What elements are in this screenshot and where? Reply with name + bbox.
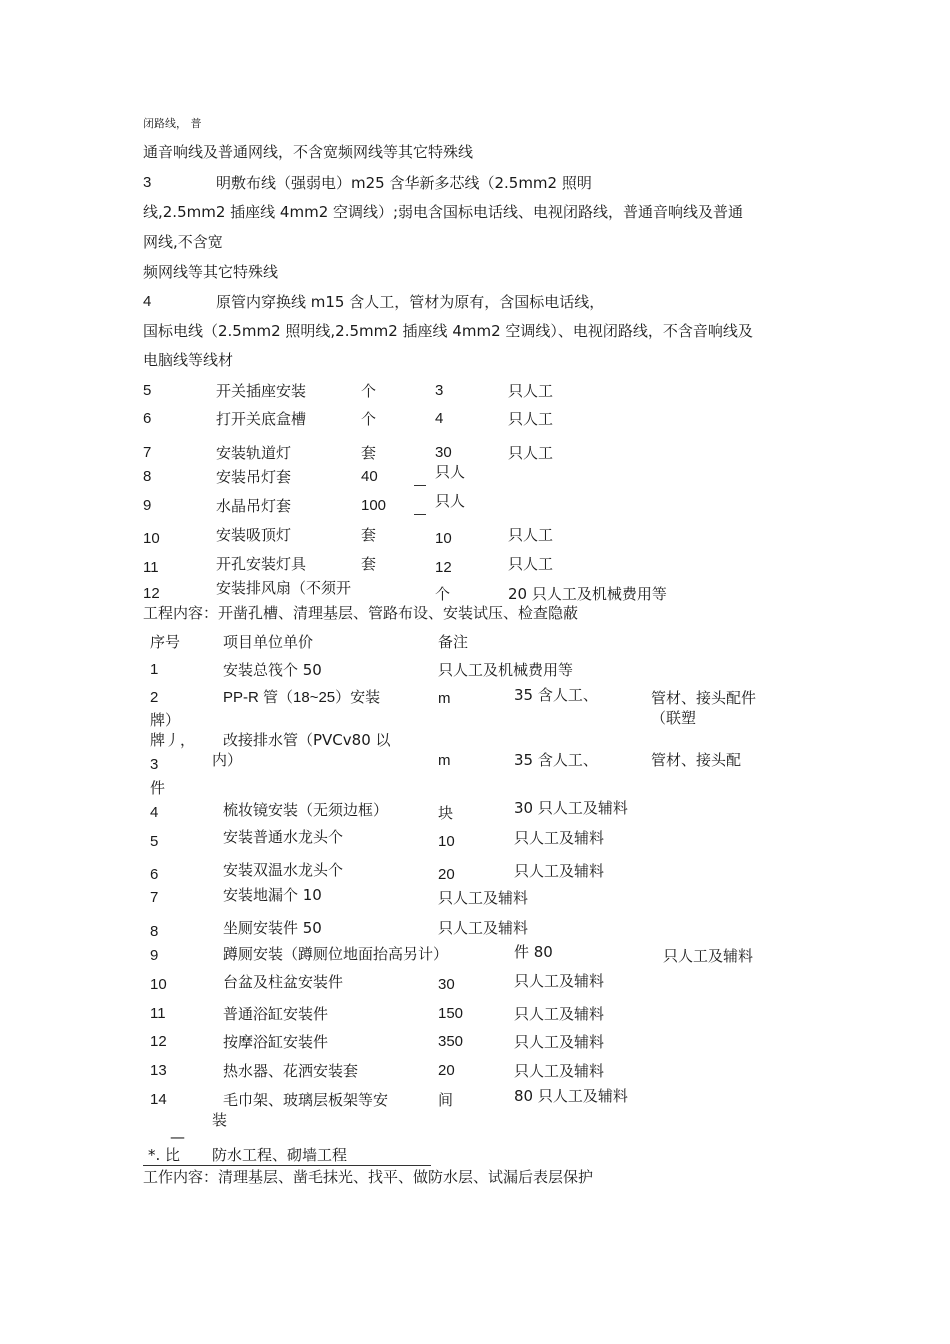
table-row-c2: 80 只人工及辅料 <box>514 1087 628 1105</box>
table-row-c1: 20 <box>438 1062 455 1079</box>
table-row-c1: 20 <box>438 866 455 883</box>
section-title: 防水工程、砌墙工程 <box>212 1146 348 1164</box>
table-row-name: 蹲厕安装（蹲厕位地面抬高另计） <box>223 945 449 963</box>
elec-row-price: 12 <box>435 559 452 576</box>
table-row-c2: 只人工及辅料 <box>514 829 605 847</box>
elec-row-note: 只人工 <box>508 555 554 573</box>
table-row-c2: 只人工及辅料 <box>514 1005 605 1023</box>
table-row-c1: 只人工及辅料 <box>438 889 529 907</box>
table-row-c1: 30 <box>438 976 455 993</box>
section-work-content: 工作内容：清理基层、凿毛抹光、找平、做防水层、试漏后表层保护 <box>143 1168 594 1186</box>
table-row-no: 7 <box>150 889 159 906</box>
table-row-c1: m <box>438 690 451 707</box>
table-row-c1: 块 <box>438 804 454 822</box>
elec-row-no: 10 <box>143 530 160 547</box>
plumbing-work-content: 工程内容：开凿孔槽、清理基层、管路布设、安装试压、检查隐蔽 <box>143 604 579 622</box>
elec-row-note: 只人工 <box>508 444 554 462</box>
bracket-mark <box>414 514 426 515</box>
table-row-name: PP-R 管（18~25）安装 <box>223 689 381 706</box>
table-row-no: 5 <box>150 833 159 850</box>
item4-line-2: 国标电线（2.5mm2 照明线,2.5mm2 插座线 4mm2 空调线）、电视闭路线，不含音响线及 <box>143 322 753 340</box>
elec-row-unit: 套 <box>361 555 377 573</box>
table-row-no: 12 <box>150 1033 167 1050</box>
table-row-c2: 只人工及辅料 <box>514 1033 605 1051</box>
table-row-name: 坐厕安装件 50 <box>223 919 322 937</box>
table-row-no: 4 <box>150 804 159 821</box>
elec-row-no: 8 <box>143 468 152 485</box>
intro-line-2: 通音响线及普通网线，不含宽频网线等其它特殊线 <box>143 143 474 161</box>
table-row-name: 毛巾架、玻璃层板架等安 <box>223 1091 389 1109</box>
fragment-pai-b: 牌丿， <box>150 731 196 749</box>
elec-row-note: 只人工 <box>508 382 554 400</box>
section-marker: *. 比 <box>148 1146 181 1164</box>
fragment-zhuang: 装 <box>212 1111 228 1129</box>
elec-row-name: 安装排风扇（不须开 <box>216 579 352 597</box>
table-row-c3-cont: （联塑 <box>651 709 697 727</box>
item4-line-3: 电脑线等线材 <box>143 351 234 369</box>
table-row-c1: 10 <box>438 833 455 850</box>
section-dash: — <box>170 1128 185 1146</box>
elec-row-name: 安装吸顶灯 <box>216 526 292 544</box>
table-row-c2: 30 只人工及辅料 <box>514 799 628 817</box>
elec-row-name: 打开关底盒槽 <box>216 410 307 428</box>
table-header-note: 备注 <box>438 633 469 651</box>
table-row-c1: m <box>438 752 451 769</box>
elec-row-unit: 套 <box>361 526 377 544</box>
elec-row-no: 11 <box>143 559 159 576</box>
table-row-c1: 只人工及机械费用等 <box>438 661 574 679</box>
table-row-c2: 35 含人工、 <box>514 751 598 769</box>
elec-row-name: 开关插座安装 <box>216 382 307 400</box>
table-row-no: 6 <box>150 866 159 883</box>
table-row-no: 3 <box>150 756 159 773</box>
table-row-no: 9 <box>150 947 159 964</box>
table-row-c2: 只人工及辅料 <box>514 862 605 880</box>
table-row-no: 13 <box>150 1062 167 1079</box>
fragment-nei: 内） <box>212 751 243 769</box>
table-row-c2: 只人工及辅料 <box>514 1062 605 1080</box>
table-row-c2: 只人工及辅料 <box>514 972 605 990</box>
elec-row-note: 20 只人工及机械费用等 <box>508 585 667 603</box>
item3-line-2: 线,2.5mm2 插座线 4mm2 空调线）;弱电含国标电话线、电视闭路线，普通音响线及普通 <box>143 203 744 221</box>
elec-row-no: 9 <box>143 497 152 514</box>
table-row-no: 1 <box>150 661 159 678</box>
table-row-c3: 只人工及辅料 <box>663 947 754 965</box>
table-row-c1: 间 <box>438 1091 454 1109</box>
table-header-item: 项目单位单价 <box>223 633 314 651</box>
table-row-c2: 件 80 <box>514 943 553 961</box>
fragment-pai-a: 牌） <box>150 711 181 729</box>
elec-row-name: 安装吊灯套 <box>216 468 292 486</box>
elec-row-price: 3 <box>435 382 444 399</box>
table-header-no: 序号 <box>150 633 181 651</box>
table-row-no: 2 <box>150 689 159 706</box>
table-row-name: 安装普通水龙头个 <box>223 828 344 846</box>
elec-row-unit: 套 <box>361 444 377 462</box>
table-row-name: 台盆及柱盆安装件 <box>223 973 344 991</box>
table-row-no: 14 <box>150 1091 167 1108</box>
item3-line-3: 网线,不含宽 <box>143 233 223 251</box>
table-row-name: 按摩浴缸安装件 <box>223 1033 329 1051</box>
table-row-no: 8 <box>150 923 159 940</box>
fragment-jian: 件 <box>150 779 166 797</box>
table-row-name: 安装地漏个 10 <box>223 886 322 904</box>
item3-line-4: 频网线等其它特殊线 <box>143 263 279 281</box>
table-row-name: 普通浴缸安装件 <box>223 1005 329 1023</box>
elec-row-note: 只人工 <box>508 410 554 428</box>
table-row-name: 安装总筏个 50 <box>223 661 322 679</box>
elec-row-no: 5 <box>143 382 152 399</box>
elec-row-no: 6 <box>143 410 152 427</box>
elec-row-unit: 40 <box>361 468 378 485</box>
table-row-no: 11 <box>150 1005 166 1022</box>
elec-row-price: 10 <box>435 530 452 547</box>
table-row-c2: 35 含人工、 <box>514 686 598 704</box>
elec-row-name: 安装轨道灯 <box>216 444 292 462</box>
elec-row-price: 30 <box>435 444 452 461</box>
item4-line-1: 原管内穿换线 m15 含人工，管材为原有，含国标电话线， <box>216 293 605 311</box>
table-row-name: 改接排水管（PVCv80 以 <box>223 731 391 749</box>
elec-row-note: 只人 <box>435 463 466 481</box>
elec-row-note: 只人 <box>435 492 466 510</box>
table-row-name: 安装双温水龙头个 <box>223 861 344 879</box>
item4-number: 4 <box>143 293 152 310</box>
table-row-name: 梳妆镜安装（无须边框） <box>223 801 389 819</box>
intro-line-1: 闭路线， 普 <box>143 117 202 130</box>
table-row-c3: 管材、接头配 <box>651 751 742 769</box>
table-row-c3: 管材、接头配件 <box>651 689 757 707</box>
elec-row-name: 水晶吊灯套 <box>216 497 292 515</box>
elec-row-note: 只人工 <box>508 526 554 544</box>
section-underline <box>143 1165 431 1166</box>
elec-row-price: 个 <box>435 585 451 603</box>
elec-row-price: 4 <box>435 410 444 427</box>
elec-row-no: 12 <box>143 585 160 602</box>
bracket-mark <box>414 485 426 486</box>
elec-row-unit: 个 <box>361 382 377 400</box>
elec-row-name: 开孔安装灯具 <box>216 555 307 573</box>
item3-line-1: 明敷布线（强弱电）m25 含华新多芯线（2.5mm2 照明 <box>216 174 592 192</box>
table-row-c1: 150 <box>438 1005 464 1022</box>
table-row-c1: 只人工及辅料 <box>438 919 529 937</box>
table-row-no: 10 <box>150 976 167 993</box>
item3-number: 3 <box>143 174 152 191</box>
table-row-c1: 350 <box>438 1033 464 1050</box>
elec-row-unit: 100 <box>361 497 387 514</box>
elec-row-unit: 个 <box>361 410 377 428</box>
table-row-name: 热水器、花洒安装套 <box>223 1062 359 1080</box>
elec-row-no: 7 <box>143 444 152 461</box>
